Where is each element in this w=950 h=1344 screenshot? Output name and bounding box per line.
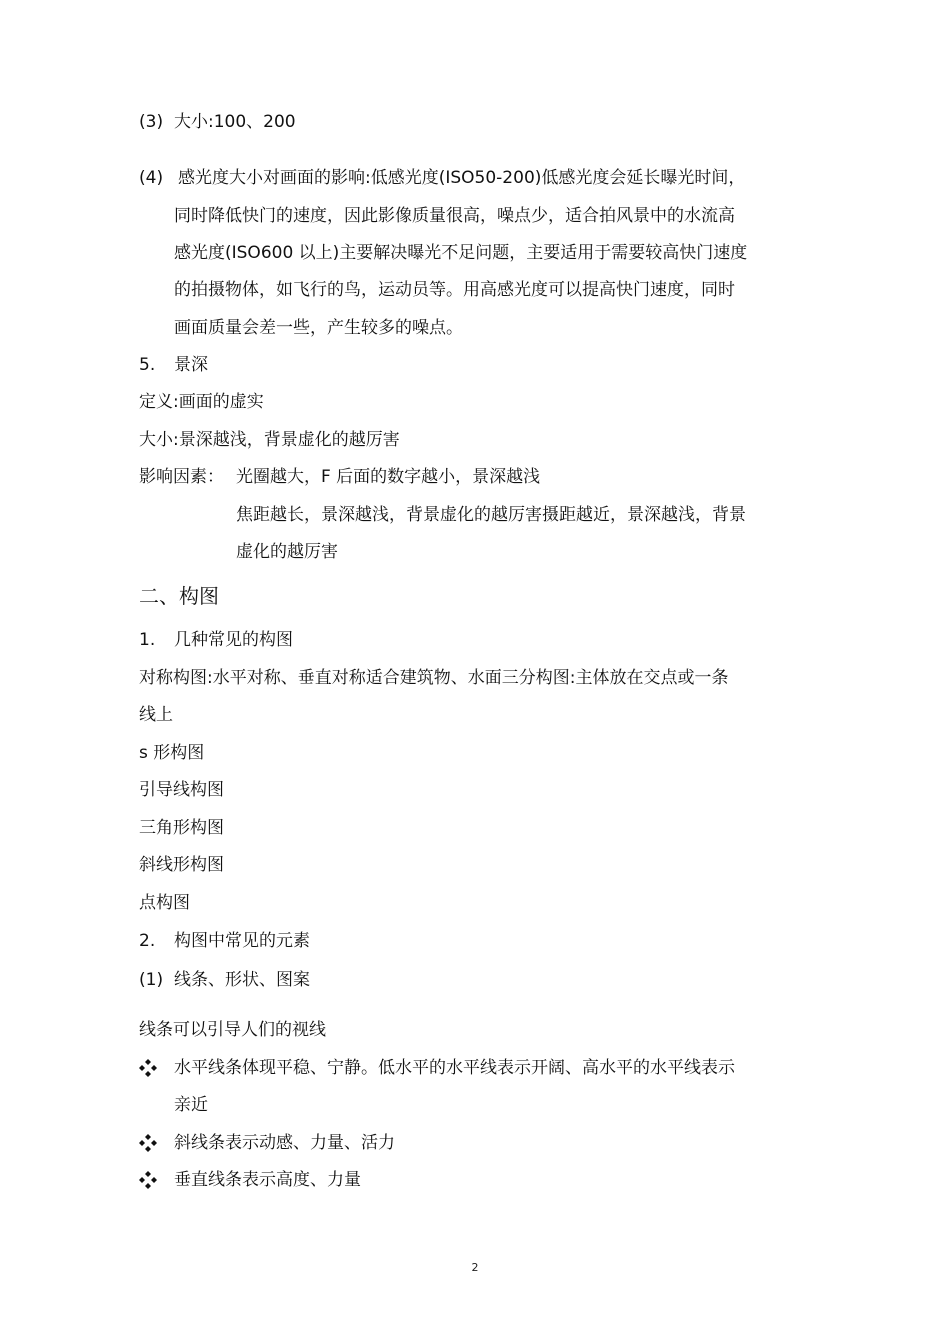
paragraph-line: 感光度大小对画面的影响:低感光度(ISO50-200)低感光度会延长曝光时间， — [178, 168, 746, 188]
paragraph-line: 三角形构图 — [139, 818, 224, 838]
paragraph-label: 影响因素： — [139, 467, 224, 487]
paragraph-line: 光圈越大，F 后面的数字越小，景深越浅 — [236, 467, 541, 487]
bullet-line: 亲近 — [174, 1095, 208, 1115]
list-marker: (1) — [139, 970, 164, 990]
bullet-line: 垂直线条表示高度、力量 — [174, 1170, 361, 1190]
paragraph-line: 的拍摄物体，如飞行的鸟，运动员等。用高感光度可以提高快门速度，同时 — [174, 280, 735, 300]
paragraph-line: 对称构图:水平对称、垂直对称适合建筑物、水面三分构图:主体放在交点或一条 — [139, 668, 729, 688]
paragraph-line: 斜线形构图 — [139, 855, 224, 875]
paragraph-line: s 形构图 — [139, 743, 205, 763]
bullet-line: 水平线条体现平稳、宁静。低水平的水平线表示开阔、高水平的水平线表示 — [174, 1058, 735, 1078]
section-title: 几种常见的构图 — [174, 630, 293, 650]
diamond-bullet-icon — [138, 1170, 158, 1190]
diamond-bullet-icon — [138, 1058, 158, 1078]
page-number: 2 — [471, 1261, 479, 1274]
list-marker: 5. — [139, 355, 156, 375]
paragraph-line: 线条、形状、图案 — [174, 970, 310, 990]
paragraph-line: 引导线构图 — [139, 780, 224, 800]
paragraph-line: 大小:100、200 — [174, 112, 296, 132]
paragraph-line: 线上 — [139, 705, 173, 725]
list-marker: (3) — [139, 112, 164, 132]
paragraph-line: 同时降低快门的速度，因此影像质量很高，噪点少，适合拍风景中的水流高 — [174, 206, 735, 226]
list-marker: 1. — [139, 630, 156, 650]
paragraph-line: 虚化的越厉害 — [236, 542, 338, 562]
section-heading: 二、构图 — [139, 584, 219, 608]
section-title: 构图中常见的元素 — [174, 931, 310, 951]
paragraph-line: 画面质量会差一些，产生较多的噪点。 — [174, 318, 463, 338]
paragraph-line: 点构图 — [139, 893, 190, 913]
list-marker: 2. — [139, 931, 156, 951]
diamond-bullet-icon — [138, 1133, 158, 1153]
list-marker: (4) — [139, 168, 164, 188]
paragraph-line: 定义:画面的虚实 — [139, 392, 264, 412]
section-title: 景深 — [174, 355, 208, 375]
paragraph-line: 感光度(ISO600 以上)主要解决曝光不足问题，主要适用于需要较高快门速度 — [174, 243, 748, 263]
paragraph-line: 大小:景深越浅，背景虚化的越厉害 — [139, 430, 400, 450]
bullet-line: 斜线条表示动感、力量、活力 — [174, 1133, 395, 1153]
paragraph-line: 线条可以引导人们的视线 — [139, 1020, 326, 1040]
paragraph-line: 焦距越长，景深越浅，背景虚化的越厉害摄距越近，景深越浅，背景 — [236, 505, 746, 525]
